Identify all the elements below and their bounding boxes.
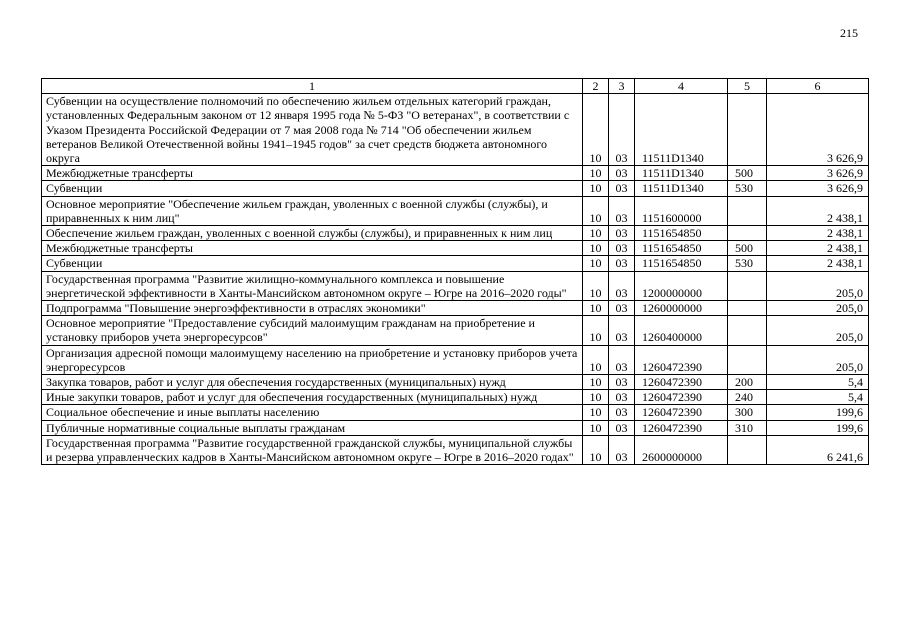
header-col-6: 6 xyxy=(767,79,869,94)
table-row xyxy=(42,316,869,345)
table-row xyxy=(42,94,869,166)
row-amount-cell: 205,0 xyxy=(767,316,869,345)
row-subsection-cell: 03 xyxy=(609,196,635,225)
row-target-cell: 1151654850 xyxy=(635,256,728,271)
row-section-cell: 10 xyxy=(583,166,609,181)
row-expense-type-cell xyxy=(728,94,767,166)
header-col-5: 5 xyxy=(728,79,767,94)
table-header-row xyxy=(42,79,869,94)
row-name-cell: Государственная программа "Развитие жилищно-коммунального комплекса и повышение энергетической эффективности в Ханты-Мансийском автономном округе – Югре на 2016–2020 годы" xyxy=(42,271,583,300)
row-subsection-cell: 03 xyxy=(609,226,635,241)
row-subsection-cell: 03 xyxy=(609,181,635,196)
row-section-cell: 10 xyxy=(583,94,609,166)
row-expense-type-cell: 240 xyxy=(728,390,767,405)
row-name-cell: Государственная программа "Развитие государственной гражданской службы, муниципальной службы и резерва управленческих кадров в Ханты-Мансийском автономном округе – Югре в 2016–2020 годах" xyxy=(42,435,583,464)
row-target-cell: 1200000000 xyxy=(635,271,728,300)
row-amount-cell: 2 438,1 xyxy=(767,256,869,271)
row-target-cell: 11511D1340 xyxy=(635,166,728,181)
row-name-cell: Межбюджетные трансферты xyxy=(42,241,583,256)
row-subsection-cell: 03 xyxy=(609,316,635,345)
row-subsection-cell: 03 xyxy=(609,301,635,316)
row-amount-cell: 205,0 xyxy=(767,301,869,316)
row-expense-type-cell xyxy=(728,271,767,300)
row-amount-cell: 3 626,9 xyxy=(767,166,869,181)
row-section-cell: 10 xyxy=(583,316,609,345)
row-subsection-cell: 03 xyxy=(609,256,635,271)
row-subsection-cell: 03 xyxy=(609,420,635,435)
row-target-cell: 11511D1340 xyxy=(635,94,728,166)
row-subsection-cell: 03 xyxy=(609,390,635,405)
table-row xyxy=(42,166,869,181)
row-name-cell: Субвенции xyxy=(42,256,583,271)
row-target-cell: 1260472390 xyxy=(635,390,728,405)
row-section-cell: 10 xyxy=(583,375,609,390)
row-name-cell: Организация адресной помощи малоимущему населению на приобретение и установку приборов учета энергоресурсов xyxy=(42,345,583,374)
row-amount-cell: 6 241,6 xyxy=(767,435,869,464)
row-section-cell: 10 xyxy=(583,301,609,316)
row-name-cell: Публичные нормативные социальные выплаты гражданам xyxy=(42,420,583,435)
row-amount-cell: 3 626,9 xyxy=(767,181,869,196)
header-col-2: 2 xyxy=(583,79,609,94)
row-target-cell: 1151600000 xyxy=(635,196,728,225)
row-section-cell: 10 xyxy=(583,420,609,435)
table-row xyxy=(42,241,869,256)
row-name-cell: Основное мероприятие "Предоставление субсидий малоимущим гражданам на приобретение и установку приборов учета энергоресурсов" xyxy=(42,316,583,345)
table-row xyxy=(42,196,869,225)
header-col-3: 3 xyxy=(609,79,635,94)
row-amount-cell: 2 438,1 xyxy=(767,196,869,225)
row-target-cell: 11511D1340 xyxy=(635,181,728,196)
header-col-1: 1 xyxy=(42,79,583,94)
table-row xyxy=(42,375,869,390)
row-name-cell: Подпрограмма "Повышение энергоэффективности в отраслях экономики" xyxy=(42,301,583,316)
row-expense-type-cell: 310 xyxy=(728,420,767,435)
row-expense-type-cell: 500 xyxy=(728,166,767,181)
row-name-cell: Субвенции на осуществление полномочий по обеспечению жильем отдельных категорий граждан, установленных Федеральным законом от 12 января 1995 года № 5-ФЗ "О ветеранах", в соответствии с Указом Президента Российской Федерации от 7 мая 2008 года № 714 "Об обеспечении жильем ветеранов Великой Отечественной войны 1941–1945 годов" за счет средств бюджета автономного округа xyxy=(42,94,583,166)
row-section-cell: 10 xyxy=(583,271,609,300)
table-row xyxy=(42,181,869,196)
row-name-cell: Иные закупки товаров, работ и услуг для обеспечения государственных (муниципальных) нужд xyxy=(42,390,583,405)
row-section-cell: 10 xyxy=(583,390,609,405)
row-name-cell: Основное мероприятие "Обеспечение жильем граждан, уволенных с военной службы (службы), и приравненных к ним лиц" xyxy=(42,196,583,225)
row-target-cell: 1260472390 xyxy=(635,375,728,390)
row-amount-cell: 2 438,1 xyxy=(767,241,869,256)
row-amount-cell: 199,6 xyxy=(767,420,869,435)
row-section-cell: 10 xyxy=(583,226,609,241)
header-col-4: 4 xyxy=(635,79,728,94)
row-subsection-cell: 03 xyxy=(609,345,635,374)
row-expense-type-cell xyxy=(728,226,767,241)
table-row xyxy=(42,301,869,316)
row-amount-cell: 199,6 xyxy=(767,405,869,420)
table-row xyxy=(42,256,869,271)
table-row xyxy=(42,435,869,464)
row-amount-cell: 205,0 xyxy=(767,271,869,300)
row-section-cell: 10 xyxy=(583,345,609,374)
row-subsection-cell: 03 xyxy=(609,375,635,390)
row-section-cell: 10 xyxy=(583,196,609,225)
row-expense-type-cell xyxy=(728,301,767,316)
row-target-cell: 1260000000 xyxy=(635,301,728,316)
row-section-cell: 10 xyxy=(583,405,609,420)
table-row xyxy=(42,420,869,435)
row-amount-cell: 5,4 xyxy=(767,375,869,390)
row-amount-cell: 5,4 xyxy=(767,390,869,405)
row-amount-cell: 205,0 xyxy=(767,345,869,374)
row-target-cell: 1260472390 xyxy=(635,405,728,420)
row-subsection-cell: 03 xyxy=(609,94,635,166)
row-section-cell: 10 xyxy=(583,435,609,464)
table-row xyxy=(42,345,869,374)
row-expense-type-cell: 200 xyxy=(728,375,767,390)
table-row xyxy=(42,226,869,241)
row-section-cell: 10 xyxy=(583,181,609,196)
table-row xyxy=(42,390,869,405)
page-number: 215 xyxy=(840,26,858,40)
row-expense-type-cell xyxy=(728,316,767,345)
row-name-cell: Субвенции xyxy=(42,181,583,196)
row-amount-cell: 2 438,1 xyxy=(767,226,869,241)
row-expense-type-cell: 300 xyxy=(728,405,767,420)
row-target-cell: 1151654850 xyxy=(635,241,728,256)
row-expense-type-cell: 500 xyxy=(728,241,767,256)
row-target-cell: 1260472390 xyxy=(635,420,728,435)
row-expense-type-cell: 530 xyxy=(728,256,767,271)
table-row xyxy=(42,271,869,300)
row-target-cell: 1260400000 xyxy=(635,316,728,345)
row-section-cell: 10 xyxy=(583,241,609,256)
table-body xyxy=(42,79,869,465)
row-expense-type-cell xyxy=(728,435,767,464)
row-target-cell: 1151654850 xyxy=(635,226,728,241)
budget-table xyxy=(41,78,869,465)
row-subsection-cell: 03 xyxy=(609,166,635,181)
row-subsection-cell: 03 xyxy=(609,435,635,464)
row-section-cell: 10 xyxy=(583,256,609,271)
row-subsection-cell: 03 xyxy=(609,241,635,256)
row-expense-type-cell xyxy=(728,345,767,374)
row-expense-type-cell: 530 xyxy=(728,181,767,196)
row-name-cell: Закупка товаров, работ и услуг для обеспечения государственных (муниципальных) нужд xyxy=(42,375,583,390)
row-subsection-cell: 03 xyxy=(609,271,635,300)
row-name-cell: Социальное обеспечение и иные выплаты населению xyxy=(42,405,583,420)
row-subsection-cell: 03 xyxy=(609,405,635,420)
row-target-cell: 1260472390 xyxy=(635,345,728,374)
row-name-cell: Межбюджетные трансферты xyxy=(42,166,583,181)
table-row xyxy=(42,405,869,420)
row-expense-type-cell xyxy=(728,196,767,225)
row-target-cell: 2600000000 xyxy=(635,435,728,464)
row-name-cell: Обеспечение жильем граждан, уволенных с военной службы (службы), и приравненных к ним лиц xyxy=(42,226,583,241)
row-amount-cell: 3 626,9 xyxy=(767,94,869,166)
